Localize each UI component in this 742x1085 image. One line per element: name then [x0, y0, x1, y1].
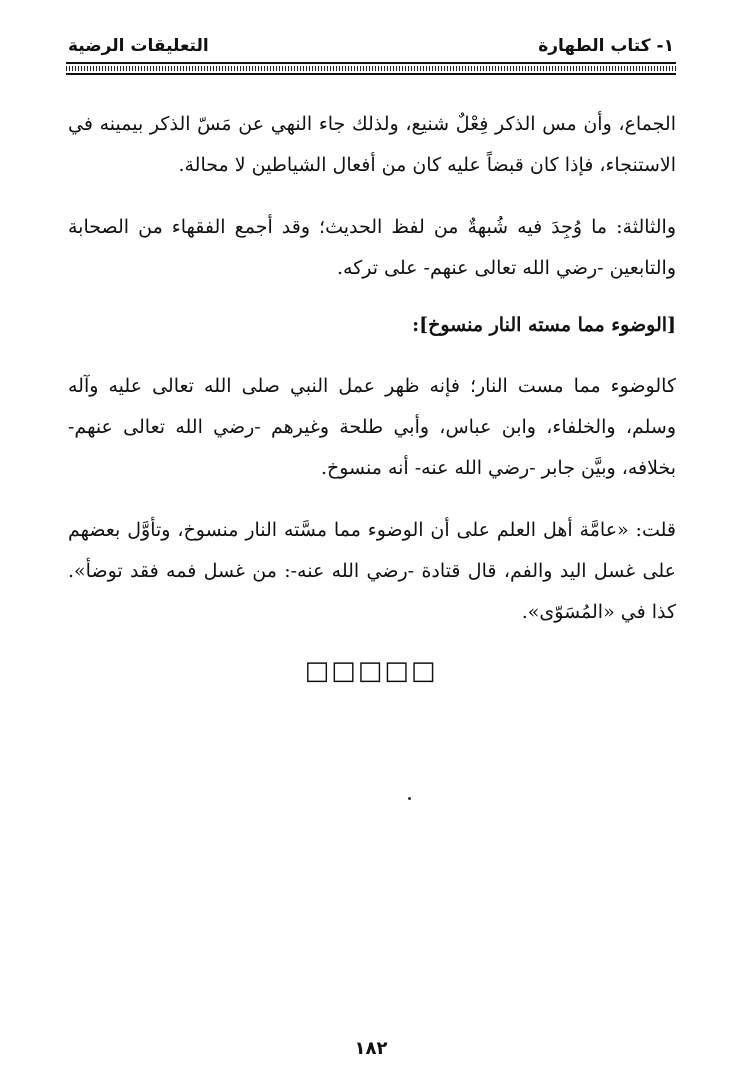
paragraph-4: قلت: «عامَّة أهل العلم على أن الوضوء مما مسَّته النار منسوخ، وتأوَّل بعضهم على غسل اليد والفم، قال قتادة -رضي الله عنه-: من غسل فمه فقد توضأ». كذا في «المُسَوّى». — [68, 519, 676, 623]
chapter-title: ١- كتاب الطهارة — [538, 36, 674, 56]
paragraph-1: الجماع، وأن مس الذكر فِعْلٌ شنيع، ولذلك جاء النهي عن مَسّ الذكر بيمينه في الاستنجاء، فإذا كان قبضاً عليه كان من أفعال الشياطين لا محالة. — [68, 113, 676, 176]
stray-dot-mark — [408, 797, 411, 800]
book-title: التعليقات الرضية — [68, 36, 209, 56]
running-header — [68, 34, 674, 60]
header-rule-bottom — [66, 73, 676, 75]
section-separator: □□□□□ — [304, 656, 438, 686]
section-heading: [الوضوء مما مسته النار منسوخ]: — [412, 314, 676, 336]
paragraph-2: والثالثة: ما وُجِدَ فيه شُبهةٌ من لفظ الحديث؛ وقد أجمع الفقهاء من الصحابة والتابعين -رضي الله تعالى عنهم- على تركه. — [68, 216, 676, 279]
paragraph-3: كالوضوء مما مست النار؛ فإنه ظهر عمل النبي صلى الله تعالى عليه وآله وسلم، والخلفاء، وابن عباس، وأبي طلحة وغيرهم -رضي الله تعالى عنهم- بخلافه، وبيَّن جابر -رضي الله عنه- أنه منسوخ. — [68, 375, 676, 479]
header-rule-hatched — [66, 66, 676, 71]
page-number: ١٨٢ — [354, 1038, 388, 1059]
header-rule-top — [66, 62, 676, 64]
